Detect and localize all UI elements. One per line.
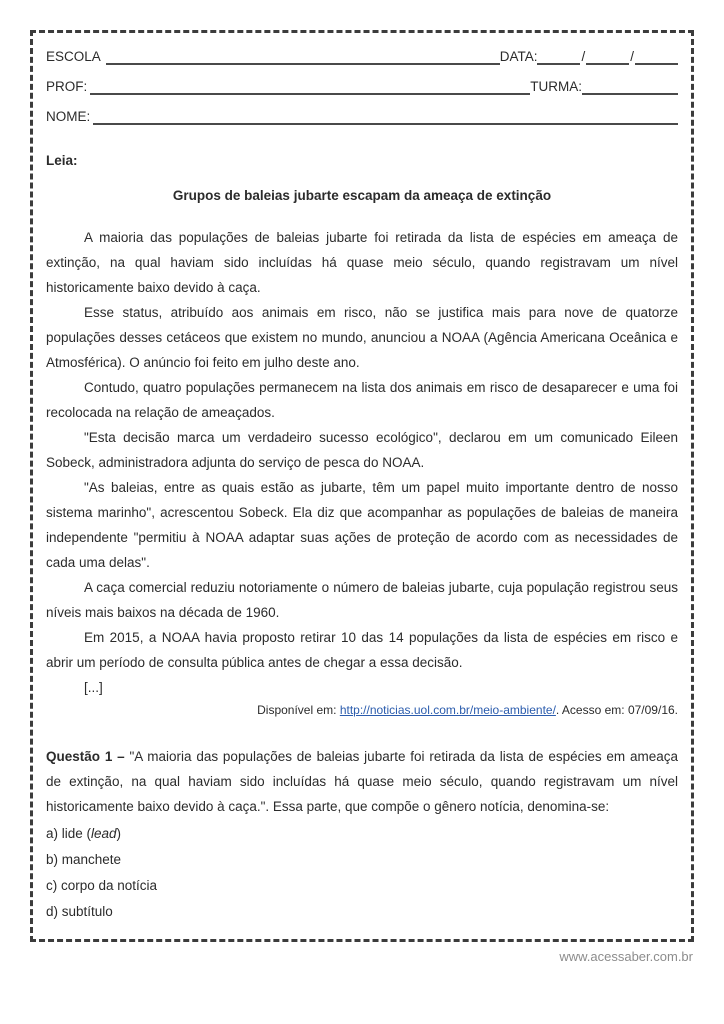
teacher-blank-line xyxy=(90,81,530,95)
article-body xyxy=(46,225,678,700)
question-1 xyxy=(46,744,678,819)
school-field-label: ESCOLA xyxy=(46,49,101,64)
option-d-text: d) subtítulo xyxy=(46,904,113,919)
option-c xyxy=(46,873,678,899)
question-1-label: Questão 1 – xyxy=(46,749,125,764)
name-blank-line xyxy=(93,111,678,125)
date-separator: / xyxy=(581,49,586,64)
article-ellipsis: [...] xyxy=(84,680,103,695)
article-paragraph: A maioria das populações de baleias jubarte foi retirada da lista de espécies em ameaça de extinção, na qual haviam sido incluídas há quase meio século, quando registravam um nível historicamente baixo devido à caça. xyxy=(46,230,678,295)
article-paragraph: A caça comercial reduziu notoriamente o número de baleias jubarte, cuja população registrou seus níveis mais baixos na década de 1960. xyxy=(46,580,678,620)
option-b xyxy=(46,847,678,873)
source-citation xyxy=(46,702,678,718)
source-suffix: . Acesso em: 07/09/16. xyxy=(555,703,678,717)
teacher-field-label: PROF: xyxy=(46,79,88,94)
article-paragraph: "As baleias, entre as quais estão as jubarte, têm um papel muito importante dentro de nosso sistema marinho", acrescentou Sobeck. Ela diz que acompanhar as populações de baleias de maneira independente "permitiu à NOAA adaptar suas ações de proteção de acordo com as necessidades de cada uma delas". xyxy=(46,480,678,570)
date-day-blank xyxy=(537,51,580,65)
class-field-label: TURMA: xyxy=(530,79,582,94)
option-a-text: a) lide ( xyxy=(46,826,92,841)
article-title: Grupos de baleias jubarte escapam da ameaça de extinção xyxy=(172,188,552,203)
option-d xyxy=(46,899,678,925)
article-paragraph: Contudo, quatro populações permanecem na lista dos animais em risco de desaparecer e uma foi recolocada na relação de ameaçados. xyxy=(46,380,678,420)
read-instruction-label: Leia: xyxy=(46,153,78,168)
question-1-text: "A maioria das populações de baleias jubarte foi retirada da lista de espécies em ameaça de extinção, na qual haviam sido incluídas há quase meio século, quando registravam um nível historicamente baixo devido à caça.". Essa parte, que compõe o gênero notícia, denomina-se: xyxy=(46,749,679,814)
question-1-options xyxy=(46,821,678,925)
source-link[interactable]: http://noticias.uol.com.br/meio-ambiente/ xyxy=(339,703,556,717)
option-c-text: c) corpo da notícia xyxy=(46,878,158,893)
date-separator: / xyxy=(630,49,634,64)
date-month-blank xyxy=(586,51,629,65)
article-paragraph: Em 2015, a NOAA havia proposto retirar 10 das 14 populações da lista de espécies em risco e abrir um período de consulta pública antes de chegar a essa decisão. xyxy=(46,630,678,670)
name-field-label: NOME: xyxy=(46,109,91,124)
name-row xyxy=(46,109,678,125)
source-prefix: Disponível em: xyxy=(257,703,340,717)
option-a xyxy=(46,821,678,847)
class-blank-line xyxy=(582,81,678,95)
school-date-row xyxy=(46,49,678,65)
date-year-blank xyxy=(635,51,678,65)
teacher-class-row xyxy=(46,79,678,95)
student-header-fields xyxy=(46,49,678,125)
article-paragraph: Esse status, atribuído aos animais em risco, não se justifica mais para nove de quatorze populações desses cetáceos que existem no mundo, anunciou a NOAA (Agência Americana Oceânica e Atmosférica). O anúncio foi feito em julho deste ano. xyxy=(46,305,678,370)
website-footer: www.acessaber.com.br xyxy=(559,949,693,964)
date-field-label: DATA: xyxy=(499,49,538,64)
article-paragraph: "Esta decisão marca um verdadeiro sucesso ecológico", declarou em um comunicado Eileen Sobeck, administradora adjunta do serviço de pesca do NOAA. xyxy=(46,430,678,470)
option-b-text: b) manchete xyxy=(46,852,122,867)
option-a-text-end: ) xyxy=(116,826,122,841)
option-a-italic-text: lead xyxy=(91,826,117,841)
worksheet-border-box xyxy=(30,30,694,942)
school-blank-line xyxy=(106,51,500,65)
